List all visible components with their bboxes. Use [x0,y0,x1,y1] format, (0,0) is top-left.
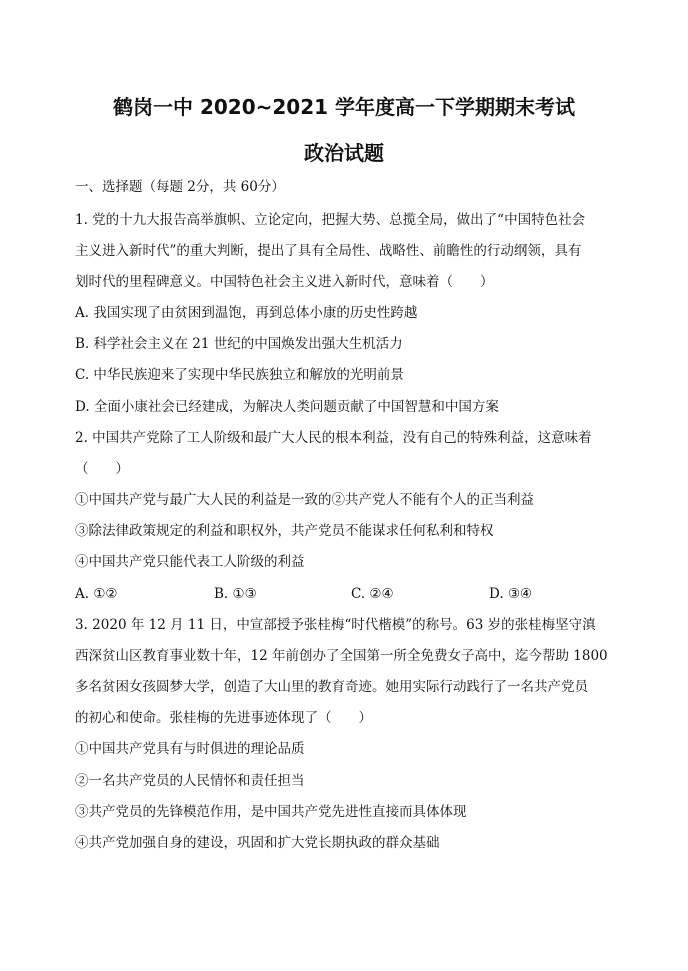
q1-stem-line-2: 主义进入新时代”的重大判断，提出了具有全局性、战略性、前瞻性的行动纲领，具有 [75,243,582,259]
q1-option-b: B. 科学社会主义在 21 世纪的中国焕发出强大生机活力 [75,336,403,352]
q1-option-c: C. 中华民族迎来了实现中华民族独立和解放的光明前景 [75,367,404,383]
q1-stem-line-1: 1. 党的十九大报告高举旗帜、立论定向，把握大势、总揽全局，做出了“中国特色社会 [75,212,586,228]
q3-stem-line-1: 3. 2020 年 12 月 11 日，中宣部授予张桂梅“时代楷模”的称号。63 岁的张桂梅坚守滇 [75,617,596,633]
q3-statement-3: ③共产党员的先锋模范作用，是中国共产党先进性直接而具体体现 [75,804,467,820]
q2-statement-3: ③除法律政策规定的利益和职权外，共产党员不能谋求任何私利和特权 [75,523,494,539]
q1-option-d: D. 全面小康社会已经建成，为解决人类问题贡献了中国智慧和中国方案 [75,399,499,415]
q3-stem-line-2: 西深贫山区教育事业数十年，12 年前创办了全国第一所全免费女子高中，迄今帮助 1800 [75,648,608,664]
section-heading: 一、选择题（每题 2分，共 60分） [75,179,285,195]
q2-choice-b: B. ①③ [214,586,257,602]
q3-statement-2: ②一名共产党员的人民情怀和责任担当 [75,773,305,789]
q2-choice-d: D. ③④ [489,586,533,602]
q2-statement-4: ④中国共产党只能代表工人阶级的利益 [75,554,305,570]
q2-choice-a: A. ①② [75,586,118,602]
q3-stem-line-4: 的初心和使命。张桂梅的先进事迹体现了（ ） [75,710,372,726]
q2-choice-c: C. ②④ [351,586,394,602]
q1-option-a: A. 我国实现了由贫困到温饱，再到总体小康的历史性跨越 [75,305,418,321]
exam-subject-title: 政治试题 [304,141,384,165]
q1-stem-line-3: 划时代的里程碑意义。中国特色社会主义进入新时代，意味着（ ） [75,274,494,290]
exam-title: 鹤岗一中 2020~2021 学年度高一下学期期末考试 [112,95,575,119]
q2-statement-1-2: ①中国共产党与最广大人民的利益是一致的②共产党人不能有个人的正当利益 [75,492,534,508]
q2-stem-line-2: （ ） [75,461,129,477]
q3-statement-1: ①中国共产党具有与时俱进的理论品质 [75,741,305,757]
q3-statement-4: ④共产党加强自身的建设，巩固和扩大党长期执政的群众基础 [75,835,440,851]
q3-stem-line-3: 多名贫困女孩圆梦大学，创造了大山里的教育奇迹。她用实际行动践行了一名共产党员 [75,679,588,695]
q2-stem-line-1: 2. 中国共产党除了工人阶级和最广大人民的根本利益，没有自己的特殊利益，这意味着 [75,430,592,446]
q2-choices-row [75,583,615,605]
